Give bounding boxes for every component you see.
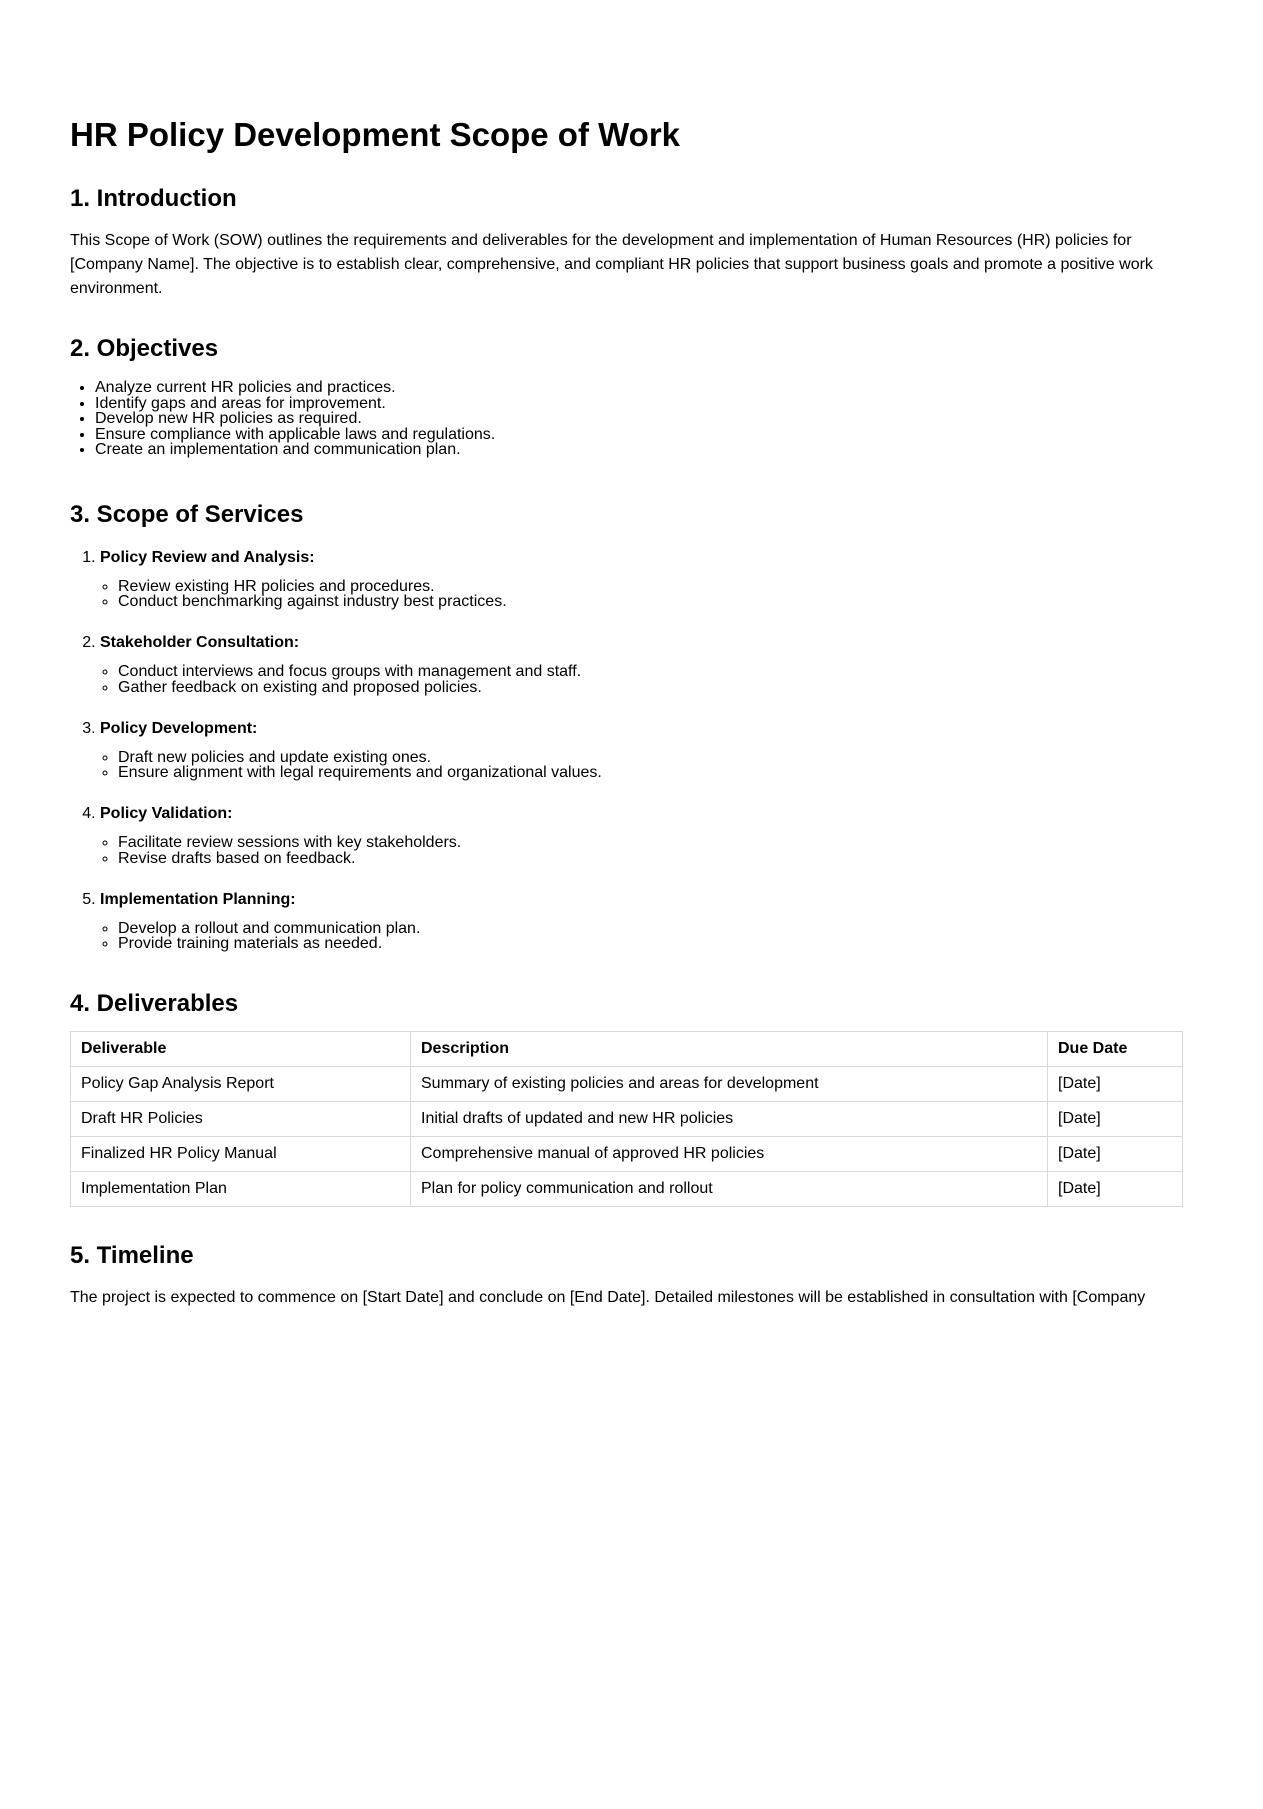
- scope-item-label: Implementation Planning:: [100, 890, 296, 908]
- list-item: ◦ Provide training materials as needed.: [118, 936, 1192, 952]
- scope-item: [100, 802, 1192, 866]
- section-heading-scope-of-services: 3. Scope of Services: [70, 500, 304, 528]
- list-item: ◦ Conduct benchmarking against industry best practices.: [118, 594, 1192, 610]
- scope-sub-list: [100, 835, 1192, 866]
- table-cell: Draft HR Policies: [71, 1101, 411, 1136]
- list-item: ◦ Conduct interviews and focus groups with management and staff.: [118, 664, 1192, 680]
- list-item: • Create an implementation and communication plan.: [95, 442, 1192, 458]
- list-item: • Ensure compliance with applicable laws and regulations.: [95, 427, 1192, 443]
- list-item: ◦ Facilitate review sessions with key stakeholders.: [118, 835, 1192, 851]
- table-cell: Policy Gap Analysis Report: [71, 1066, 411, 1101]
- scope-item: [100, 717, 1192, 781]
- scope-sub-list: [100, 750, 1192, 781]
- scope-item: [100, 888, 1192, 952]
- scope-item-label: Policy Review and Analysis:: [100, 548, 315, 566]
- section-heading-deliverables: 4. Deliverables: [70, 989, 239, 1017]
- table-header-cell: Due Date: [1048, 1031, 1183, 1066]
- page-title: HR Policy Development Scope of Work: [70, 116, 681, 153]
- scope-sub-list: [100, 579, 1192, 610]
- table-cell: Plan for policy communication and rollout: [411, 1171, 1048, 1206]
- table-cell: [Date]: [1048, 1101, 1183, 1136]
- objectives-list: [70, 380, 1192, 458]
- table-row: [71, 1171, 1183, 1206]
- list-item: • Analyze current HR policies and practices.: [95, 380, 1192, 396]
- section-heading-introduction: 1. Introduction: [70, 185, 237, 212]
- table-row: [71, 1101, 1183, 1136]
- scope-item-label: Stakeholder Consultation:: [100, 634, 300, 651]
- table-cell: Comprehensive manual of approved HR policies: [411, 1136, 1048, 1171]
- list-item: ◦ Revise drafts based on feedback.: [118, 851, 1192, 867]
- scope-item-label: Policy Development:: [100, 719, 258, 737]
- table-cell: Finalized HR Policy Manual: [71, 1136, 411, 1171]
- table-row: [71, 1066, 1183, 1101]
- scope-sub-list: [100, 921, 1192, 952]
- table-cell: [Date]: [1048, 1171, 1183, 1206]
- table-header-row: [71, 1031, 1183, 1066]
- scope-of-services-list: [70, 546, 1192, 952]
- table-row: [71, 1136, 1183, 1171]
- list-item: ◦ Develop a rollout and communication plan.: [118, 921, 1192, 937]
- list-item: • Develop new HR policies as required.: [95, 411, 1192, 427]
- table-cell: Implementation Plan: [71, 1171, 411, 1206]
- table-cell: [Date]: [1048, 1136, 1183, 1171]
- list-item: • Identify gaps and areas for improvement.: [95, 396, 1192, 412]
- scope-item: [100, 631, 1192, 695]
- scope-item: [100, 546, 1192, 610]
- section-heading-objectives: 2. Objectives: [70, 335, 219, 362]
- list-item: ◦ Review existing HR policies and procedures.: [118, 579, 1192, 595]
- table-cell: Summary of existing policies and areas for development: [411, 1066, 1048, 1101]
- table-cell: [Date]: [1048, 1066, 1183, 1101]
- introduction-paragraph: This Scope of Work (SOW) outlines the requirements and deliverables for the development and implementation of Human Resources (HR) policies for [Company Name]. The objective is to establish clear, comprehensive, and compliant HR policies that support business goals and promote a positive work environment.: [70, 232, 1153, 297]
- table-cell: Initial drafts of updated and new HR policies: [411, 1101, 1048, 1136]
- scope-sub-list: [100, 664, 1192, 695]
- table-header-cell: Deliverable: [71, 1031, 411, 1066]
- list-item: ◦ Draft new policies and update existing ones.: [118, 750, 1192, 766]
- section-heading-timeline: 5. Timeline: [70, 1241, 194, 1269]
- list-item: ◦ Ensure alignment with legal requirements and organizational values.: [118, 765, 1192, 781]
- timeline-paragraph: The project is expected to commence on [Start Date] and conclude on [End Date]. Detailed milestones will be established in consultation with [Company: [70, 1288, 1146, 1306]
- scope-item-label: Policy Validation:: [100, 805, 233, 822]
- deliverables-table: [70, 1031, 1183, 1207]
- list-item: ◦ Gather feedback on existing and proposed policies.: [118, 680, 1192, 696]
- table-header-cell: Description: [411, 1031, 1048, 1066]
